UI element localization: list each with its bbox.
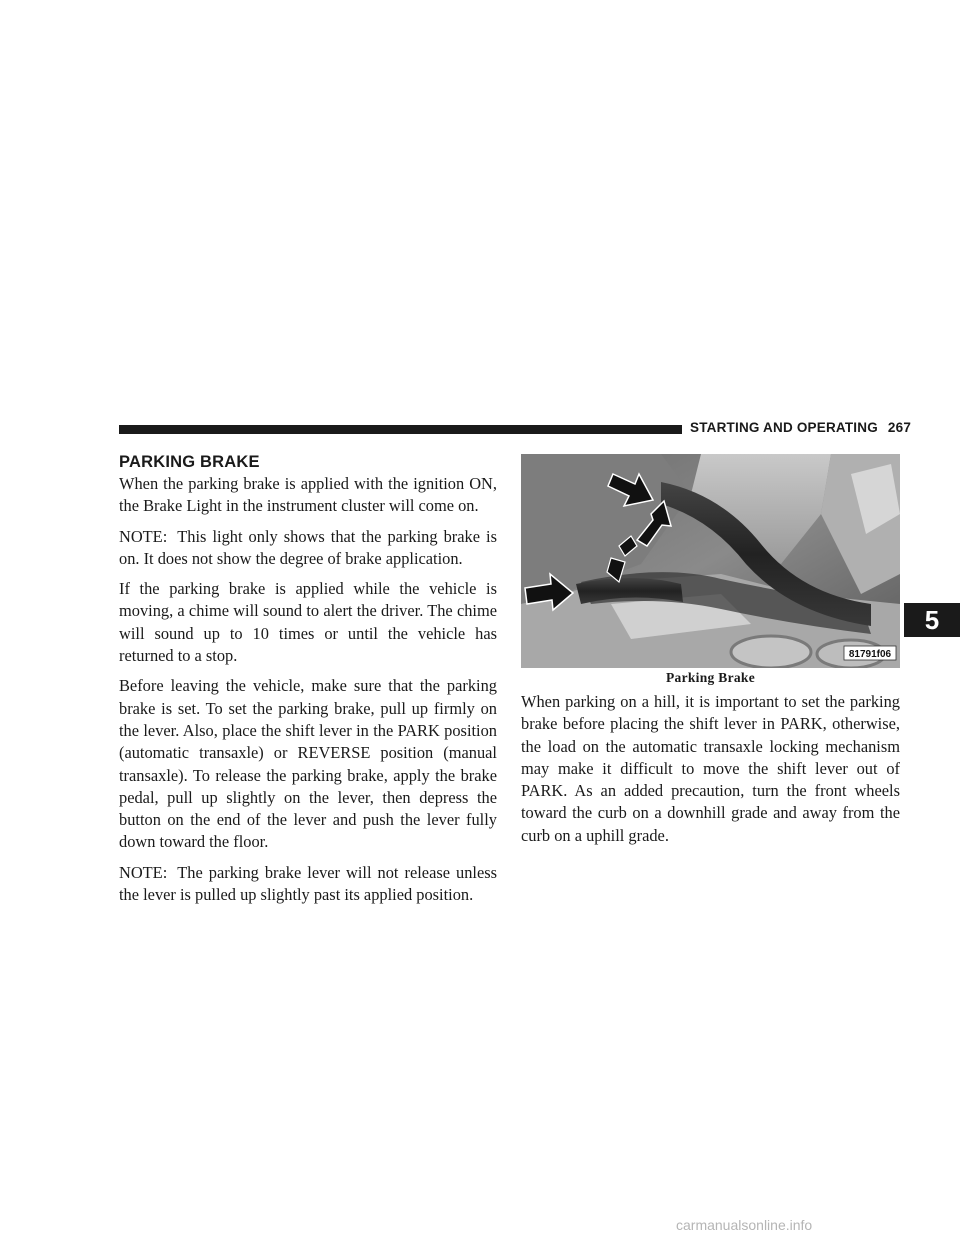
right-column xyxy=(521,691,900,855)
note-label: NOTE: xyxy=(119,526,168,546)
paragraph: Before leaving the vehicle, make sure that the parking brake is set. To set the parking brake, pull up firmly on the lever. Also, place the shift lever in the PARK position (automatic transaxle) or REVERSE position (manual transaxle). To release the parking brake, apply the brake pedal, pull up slightly on the lever, then depress the button on the end of the lever and push the lever fully down toward the floor. xyxy=(119,676,497,852)
header-section-title: STARTING AND OPERATING xyxy=(690,420,878,435)
chapter-tab: 5 xyxy=(904,603,960,637)
parking-brake-figure xyxy=(521,454,900,668)
note-paragraph xyxy=(119,526,497,571)
section-title: PARKING BRAKE xyxy=(119,453,260,471)
note-label: NOTE: xyxy=(119,862,168,882)
paragraph: When parking on a hill, it is important to set the parking brake before placing the shift lever in PARK, otherwise, the load on the automatic transaxle locking mechanism may make it difficult to move the shift lever out of PARK. As an added precaution, turn the front wheels toward the curb on a downhill grade and away from the curb on a uphill grade. xyxy=(521,692,900,845)
note-text: The parking brake lever will not release unless the lever is pulled up slightly past its applied position. xyxy=(119,862,497,905)
paragraph: If the parking brake is applied while the vehicle is moving, a chime will sound to alert the driver. The chime will sound up to 10 times or until the vehicle has returned to a stop. xyxy=(119,579,497,666)
footer-watermark[interactable]: carmanualsonline.info xyxy=(676,1217,813,1233)
left-column xyxy=(119,452,497,914)
page-number: 267 xyxy=(887,420,912,435)
parking-brake-illustration xyxy=(521,454,900,668)
running-header xyxy=(690,420,911,435)
paragraph: When the parking brake is applied with the ignition ON, the Brake Light in the instrument cluster will come on. xyxy=(119,474,497,516)
note-text: This light only shows that the parking brake is on. It does not show the degree of brake application. xyxy=(119,526,497,568)
figure-caption: Parking Brake xyxy=(665,670,756,685)
note-paragraph xyxy=(119,862,497,907)
header-rule xyxy=(119,425,682,434)
figure-id-label: 81791f06 xyxy=(848,649,892,660)
